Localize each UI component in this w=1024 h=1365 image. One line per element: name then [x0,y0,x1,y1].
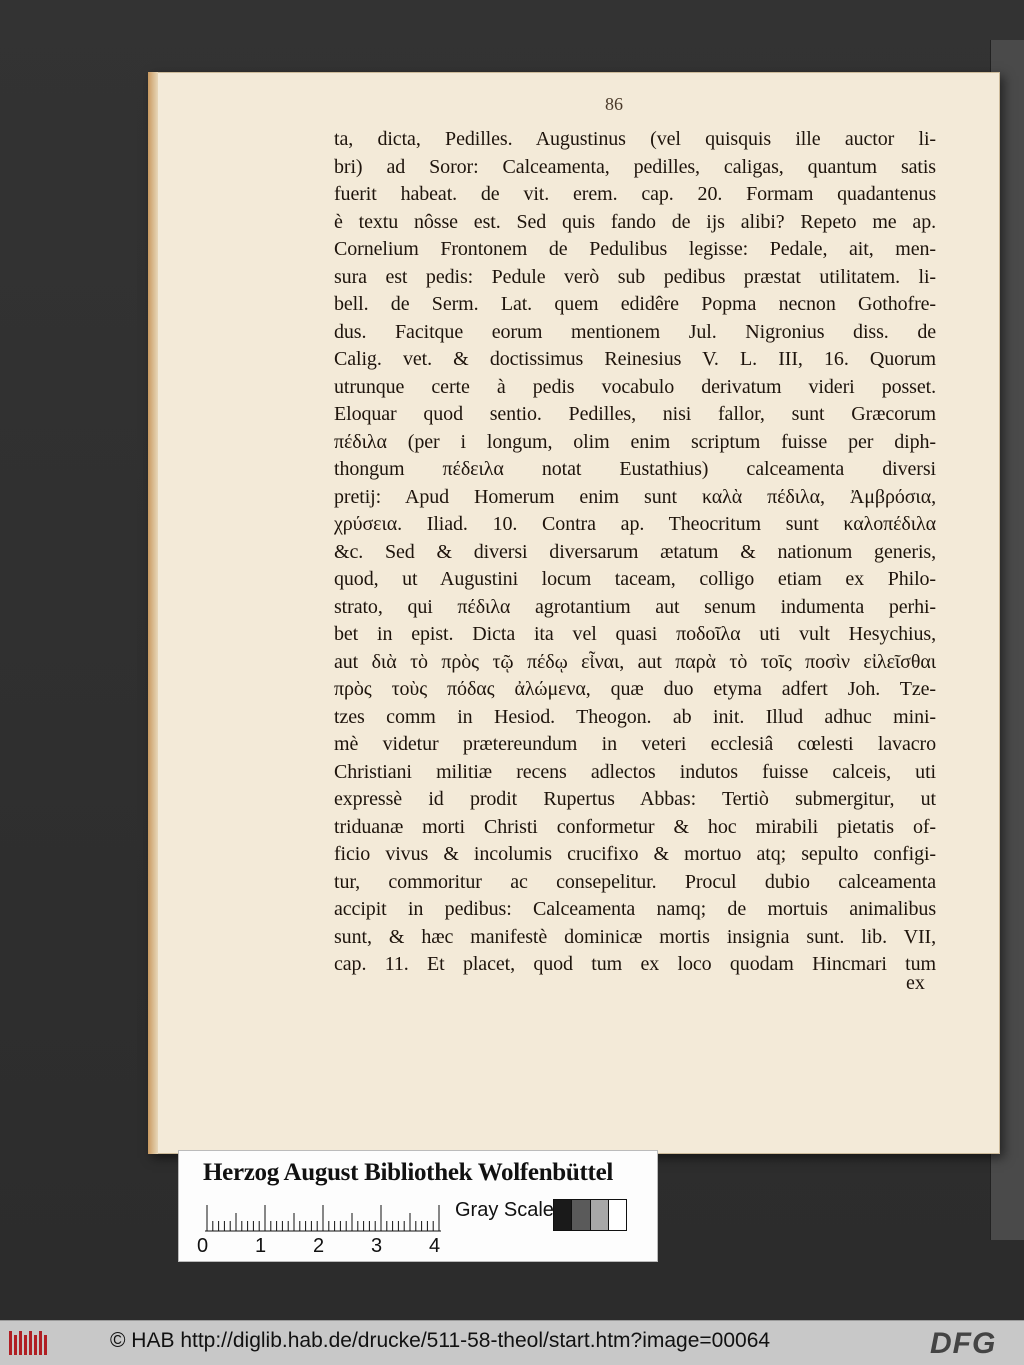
cm-ruler [205,1203,445,1233]
grayscale-swatches [553,1199,627,1231]
ruler-label: 1 [255,1235,267,1257]
ruler-label: 3 [371,1235,383,1257]
text-line: mè videtur prætereundum in veteri ecclesiâ cœlesti lavacro [334,733,936,755]
text-line: tur, commoritur ac consepelitur. Procul dubio calceamenta [334,870,936,893]
gray-swatch [591,1200,609,1230]
book-page [148,72,1000,1154]
page-number: 86 [605,94,623,114]
text-line: utrunque certe à pedis vocabulo derivatum videri posset. [334,375,936,398]
text-line: tzes comm in Hesiod. Theogon. ab init. Illud adhuc mini- [334,705,936,728]
footer-bar [0,1320,1024,1365]
text-line: Christiani militiæ recens adlectos indutos fuisse calceis, uti [334,760,936,783]
text-line: è textu nôsse est. Sed quis fando de ijs alibi? Repeto me ap. [334,210,936,233]
text-line: pretij: Apud Homerum enim sunt καλὰ πέδιλα, Ἀμβρόσια, [334,485,936,508]
ruler-labels [197,1235,457,1257]
hab-logo-icon [8,1329,48,1357]
text-line: sura est pedis: Pedule verò sub pedibus præstat utilitatem. li- [334,265,936,288]
copyright-link[interactable]: © HAB http://diglib.hab.de/drucke/511-58-theol/start.htm?image=00064 [110,1329,771,1352]
text-line: χρύσεια. Iliad. 10. Contra ap. Theocritum sunt καλοπέδιλα [334,513,936,535]
text-line: Cornelium Frontonem de Pedulibus legisse: Pedale, ait, men- [334,238,936,260]
ruler-label: 2 [313,1235,325,1257]
text-line: triduanæ morti Christi conformetur & hoc mirabili pietatis of- [334,815,936,838]
text-line: aut διὰ τὸ πρὸς τῷ πέδῳ εἶναι, aut παρὰ τὸ τοῖς ποσὶν εἰλεῖσθαι [334,650,936,673]
text-line: Calig. vet. & doctissimus Reinesius V. L. III, 16. Quorum [334,348,936,370]
text-line: πέδιλα (per i longum, olim enim scriptum fuisse per diph- [334,430,936,453]
text-line: bet in epist. Dicta ita vel quasi ποδοῖλα uti vult Hesychius, [334,623,936,645]
text-line: strato, qui πέδιλα agrotantium aut senum indumenta perhi- [334,595,936,618]
gray-swatch [609,1200,626,1230]
gray-swatch [554,1200,572,1230]
page-text [334,126,936,979]
text-line: thongum πέδειλα notat Eustathius) calceamenta diversi [334,458,936,480]
library-name: Herzog August Bibliothek Wolfenbüttel [203,1159,614,1186]
catchword: ex [906,972,925,994]
text-line: sunt, & hæc manifestè dominicæ mortis insignia sunt. lib. VII, [334,925,936,948]
text-line: ta, dicta, Pedilles. Augustinus (vel quisquis ille auctor li- [334,128,936,150]
grayscale-label: Gray Scale [455,1199,554,1221]
ruler-label: 4 [429,1235,441,1257]
text-line: fuerit habeat. de vit. erem. cap. 20. Formam quadantenus [334,183,936,205]
text-line: accipit in pedibus: Calceamenta namq; de mortuis animalibus [334,898,936,920]
dfg-logo: DFG [930,1327,997,1360]
text-line: Eloquar quod sentio. Pedilles, nisi fallor, sunt Græcorum [334,403,936,425]
text-line: dus. Facitque eorum mentionem Jul. Nigronius diss. de [334,320,936,343]
text-line: ficio vivus & incolumis crucifixo & mortuo atq; sepulto configi- [334,843,936,865]
text-line: bell. de Serm. Lat. quem edidêre Popma necnon Gothofre- [334,293,936,315]
text-line: πρὸς τοὺς πόδας ἀλώμενα, quæ duo etyma adfert Joh. Tze- [334,678,936,700]
text-line: expressè id prodit Rupertus Abbas: Tertiò submergitur, ut [334,788,936,810]
gray-swatch [572,1200,590,1230]
color-scale-card [178,1150,658,1262]
text-line: bri) ad Soror: Calceamenta, pedilles, caligas, quantum satis [334,155,936,178]
text-line: cap. 11. Et placet, quod tum ex loco quodam Hincmari tum [334,953,936,975]
text-line: quod, ut Augustini locum taceam, colligo etiam ex Philo- [334,568,936,590]
ruler-label: 0 [197,1235,209,1257]
text-line: &c. Sed & diversi diversarum ætatum & nationum generis, [334,540,936,563]
